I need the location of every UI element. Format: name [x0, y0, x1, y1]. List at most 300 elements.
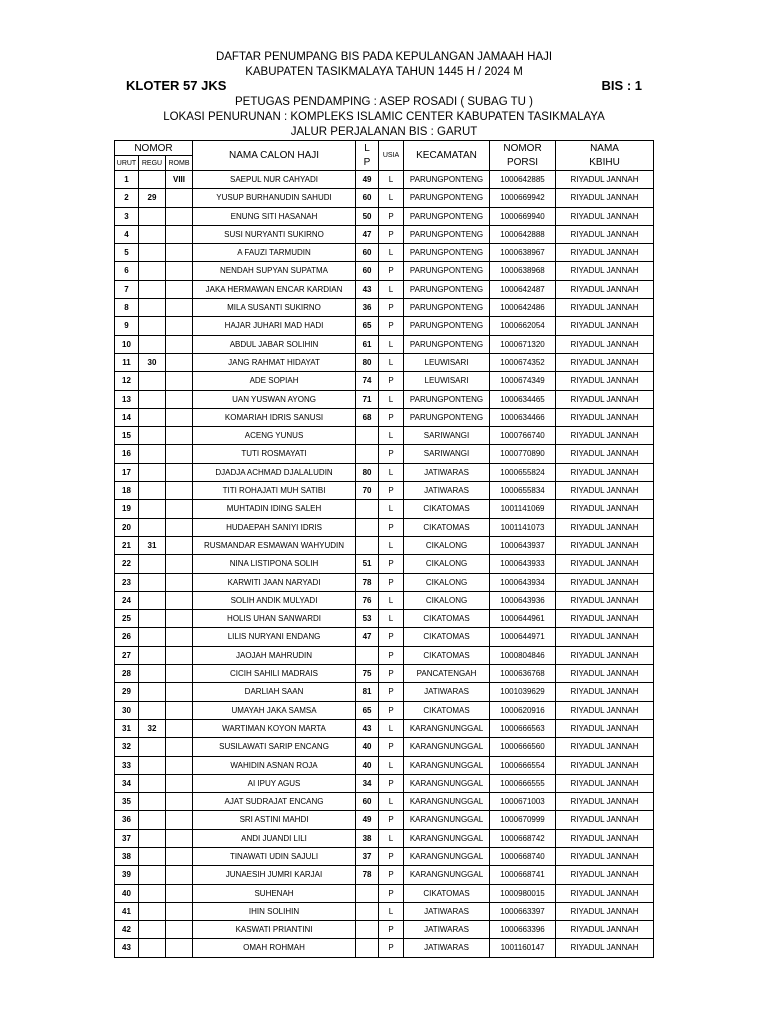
cell-porsi: 1000643937: [490, 536, 556, 554]
cell-lp: P: [379, 628, 404, 646]
cell-urut: 14: [115, 408, 139, 426]
table-row: [115, 719, 654, 737]
cell-urut: 32: [115, 738, 139, 756]
cell-lp: P: [379, 866, 404, 884]
cell-porsi: 1000643936: [490, 591, 556, 609]
cell-lp: P: [379, 555, 404, 573]
cell-regu: [139, 902, 166, 920]
cell-romb: [166, 738, 193, 756]
cell-regu: [139, 884, 166, 902]
table-row: [115, 610, 654, 628]
cell-usia: [356, 500, 379, 518]
cell-usia: 60: [356, 244, 379, 262]
cell-urut: 24: [115, 591, 139, 609]
cell-lp: L: [379, 463, 404, 481]
cell-kbihu: RIYADUL JANNAH: [556, 866, 654, 884]
cell-porsi: 1001141069: [490, 500, 556, 518]
cell-urut: 37: [115, 829, 139, 847]
cell-kecamatan: LEUWISARI: [404, 353, 490, 371]
cell-romb: [166, 518, 193, 536]
cell-kbihu: RIYADUL JANNAH: [556, 756, 654, 774]
cell-regu: [139, 225, 166, 243]
cell-kecamatan: PARUNGPONTENG: [404, 207, 490, 225]
cell-nama: HAJAR JUHARI MAD HADI: [193, 317, 356, 335]
cell-kbihu: RIYADUL JANNAH: [556, 683, 654, 701]
cell-kecamatan: PARUNGPONTENG: [404, 225, 490, 243]
cell-usia: 76: [356, 591, 379, 609]
cell-urut: 26: [115, 628, 139, 646]
cell-regu: [139, 482, 166, 500]
cell-romb: [166, 189, 193, 207]
cell-kbihu: RIYADUL JANNAH: [556, 555, 654, 573]
cell-regu: [139, 317, 166, 335]
cell-kbihu: RIYADUL JANNAH: [556, 738, 654, 756]
cell-usia: 71: [356, 390, 379, 408]
table-row: [115, 847, 654, 865]
cell-usia: 36: [356, 299, 379, 317]
cell-usia: [356, 518, 379, 536]
cell-urut: 27: [115, 646, 139, 664]
cell-usia: 49: [356, 171, 379, 189]
table-row: [115, 225, 654, 243]
cell-kbihu: RIYADUL JANNAH: [556, 353, 654, 371]
cell-regu: [139, 262, 166, 280]
cell-usia: 80: [356, 463, 379, 481]
cell-kecamatan: KARANGNUNGGAL: [404, 829, 490, 847]
cell-porsi: 1001160147: [490, 939, 556, 957]
cell-kecamatan: PARUNGPONTENG: [404, 317, 490, 335]
table-row: [115, 591, 654, 609]
header-lp-l: L: [356, 141, 379, 156]
cell-usia: 47: [356, 628, 379, 646]
cell-kbihu: RIYADUL JANNAH: [556, 536, 654, 554]
cell-porsi: 1000669942: [490, 189, 556, 207]
cell-usia: 49: [356, 811, 379, 829]
cell-lp: P: [379, 939, 404, 957]
cell-kecamatan: KARANGNUNGGAL: [404, 866, 490, 884]
cell-porsi: 1000766740: [490, 427, 556, 445]
cell-romb: [166, 317, 193, 335]
cell-regu: [139, 390, 166, 408]
cell-regu: [139, 610, 166, 628]
cell-kecamatan: PARUNGPONTENG: [404, 189, 490, 207]
table-row: [115, 445, 654, 463]
cell-porsi: 1000662054: [490, 317, 556, 335]
cell-romb: [166, 244, 193, 262]
cell-usia: 74: [356, 372, 379, 390]
cell-porsi: 1000655824: [490, 463, 556, 481]
cell-nama: JAKA HERMAWAN ENCAR KARDIAN: [193, 280, 356, 298]
cell-urut: 39: [115, 866, 139, 884]
header-regu: REGU: [139, 156, 166, 171]
cell-urut: 22: [115, 555, 139, 573]
cell-nama: DJADJA ACHMAD DJALALUDIN: [193, 463, 356, 481]
table-row: [115, 811, 654, 829]
cell-romb: [166, 555, 193, 573]
table-row: [115, 500, 654, 518]
cell-kecamatan: KARANGNUNGGAL: [404, 793, 490, 811]
cell-regu: [139, 372, 166, 390]
cell-porsi: 1000642885: [490, 171, 556, 189]
cell-usia: [356, 921, 379, 939]
cell-lp: L: [379, 719, 404, 737]
cell-urut: 30: [115, 701, 139, 719]
cell-urut: 2: [115, 189, 139, 207]
cell-kecamatan: SARIWANGI: [404, 445, 490, 463]
cell-usia: 78: [356, 573, 379, 591]
cell-porsi: 1000643933: [490, 555, 556, 573]
cell-romb: [166, 573, 193, 591]
cell-usia: 81: [356, 683, 379, 701]
cell-lp: P: [379, 573, 404, 591]
cell-lp: L: [379, 591, 404, 609]
cell-urut: 18: [115, 482, 139, 500]
cell-urut: 25: [115, 610, 139, 628]
cell-porsi: 1000642486: [490, 299, 556, 317]
cell-romb: VIII: [166, 171, 193, 189]
cell-kecamatan: CIKATOMAS: [404, 646, 490, 664]
cell-porsi: 1000620916: [490, 701, 556, 719]
cell-porsi: 1000671320: [490, 335, 556, 353]
cell-usia: 75: [356, 665, 379, 683]
cell-porsi: 1000666560: [490, 738, 556, 756]
cell-nama: UAN YUSWAN AYONG: [193, 390, 356, 408]
table-row: [115, 573, 654, 591]
table-row: [115, 536, 654, 554]
cell-regu: [139, 774, 166, 792]
cell-romb: [166, 353, 193, 371]
cell-regu: 29: [139, 189, 166, 207]
cell-kecamatan: KARANGNUNGGAL: [404, 847, 490, 865]
cell-romb: [166, 756, 193, 774]
cell-kbihu: RIYADUL JANNAH: [556, 847, 654, 865]
cell-urut: 38: [115, 847, 139, 865]
table-row: [115, 482, 654, 500]
cell-lp: L: [379, 793, 404, 811]
header-lp-p: P: [356, 156, 379, 171]
cell-romb: [166, 683, 193, 701]
cell-kbihu: RIYADUL JANNAH: [556, 774, 654, 792]
cell-kbihu: RIYADUL JANNAH: [556, 372, 654, 390]
table-row: [115, 408, 654, 426]
cell-nama: KARWITI JAAN NARYADI: [193, 573, 356, 591]
cell-usia: 65: [356, 317, 379, 335]
table-row: [115, 555, 654, 573]
cell-romb: [166, 408, 193, 426]
cell-romb: [166, 445, 193, 463]
header-kbihu-2: KBIHU: [556, 156, 654, 171]
cell-kecamatan: PARUNGPONTENG: [404, 335, 490, 353]
cell-porsi: 1001039629: [490, 683, 556, 701]
cell-kbihu: RIYADUL JANNAH: [556, 280, 654, 298]
cell-romb: [166, 536, 193, 554]
cell-usia: 50: [356, 207, 379, 225]
cell-urut: 3: [115, 207, 139, 225]
cell-nama: ANDI JUANDI LILI: [193, 829, 356, 847]
table-row: [115, 518, 654, 536]
cell-romb: [166, 701, 193, 719]
cell-regu: [139, 646, 166, 664]
cell-kecamatan: PARUNGPONTENG: [404, 408, 490, 426]
cell-usia: 80: [356, 353, 379, 371]
cell-usia: 37: [356, 847, 379, 865]
cell-usia: 40: [356, 738, 379, 756]
cell-usia: 43: [356, 280, 379, 298]
cell-porsi: 1000663397: [490, 902, 556, 920]
cell-porsi: 1000666563: [490, 719, 556, 737]
cell-urut: 23: [115, 573, 139, 591]
cell-nama: HOLIS UHAN SANWARDI: [193, 610, 356, 628]
table-row: [115, 280, 654, 298]
cell-lp: L: [379, 171, 404, 189]
cell-urut: 29: [115, 683, 139, 701]
cell-lp: L: [379, 610, 404, 628]
cell-urut: 17: [115, 463, 139, 481]
cell-porsi: 1000638968: [490, 262, 556, 280]
cell-kbihu: RIYADUL JANNAH: [556, 902, 654, 920]
table-row: [115, 902, 654, 920]
cell-nama: TITI ROHAJATI MUH SATIBI: [193, 482, 356, 500]
cell-usia: [356, 939, 379, 957]
cell-urut: 41: [115, 902, 139, 920]
cell-urut: 13: [115, 390, 139, 408]
cell-nama: MUHTADIN IDING SALEH: [193, 500, 356, 518]
cell-urut: 9: [115, 317, 139, 335]
cell-kbihu: RIYADUL JANNAH: [556, 719, 654, 737]
cell-romb: [166, 829, 193, 847]
cell-kecamatan: LEUWISARI: [404, 372, 490, 390]
table-row: [115, 390, 654, 408]
cell-usia: 60: [356, 793, 379, 811]
cell-kecamatan: SARIWANGI: [404, 427, 490, 445]
cell-porsi: 1000668742: [490, 829, 556, 847]
cell-porsi: 1000770890: [490, 445, 556, 463]
cell-regu: [139, 665, 166, 683]
cell-urut: 31: [115, 719, 139, 737]
table-row: [115, 866, 654, 884]
cell-romb: [166, 500, 193, 518]
cell-kbihu: RIYADUL JANNAH: [556, 939, 654, 957]
cell-regu: [139, 427, 166, 445]
table-row: [115, 774, 654, 792]
cell-kbihu: RIYADUL JANNAH: [556, 628, 654, 646]
cell-nama: KASWATI PRIANTINI: [193, 921, 356, 939]
cell-porsi: 1000674349: [490, 372, 556, 390]
cell-romb: [166, 628, 193, 646]
table-row: [115, 372, 654, 390]
cell-regu: [139, 280, 166, 298]
table-row: [115, 683, 654, 701]
cell-nama: LILIS NURYANI ENDANG: [193, 628, 356, 646]
cell-regu: 31: [139, 536, 166, 554]
cell-porsi: 1000663396: [490, 921, 556, 939]
cell-kecamatan: PANCATENGAH: [404, 665, 490, 683]
cell-romb: [166, 372, 193, 390]
cell-lp: P: [379, 921, 404, 939]
cell-kecamatan: JATIWARAS: [404, 683, 490, 701]
cell-nama: UMAYAH JAKA SAMSA: [193, 701, 356, 719]
cell-kbihu: RIYADUL JANNAH: [556, 408, 654, 426]
cell-usia: 65: [356, 701, 379, 719]
cell-nama: SOLIH ANDIK MULYADI: [193, 591, 356, 609]
cell-romb: [166, 902, 193, 920]
cell-urut: 11: [115, 353, 139, 371]
table-row: [115, 665, 654, 683]
cell-usia: 68: [356, 408, 379, 426]
cell-lp: L: [379, 189, 404, 207]
cell-lp: P: [379, 774, 404, 792]
cell-kecamatan: PARUNGPONTENG: [404, 280, 490, 298]
table-row: [115, 884, 654, 902]
cell-urut: 1: [115, 171, 139, 189]
cell-romb: [166, 463, 193, 481]
cell-nama: CICIH SAHILI MADRAIS: [193, 665, 356, 683]
cell-kecamatan: JATIWARAS: [404, 463, 490, 481]
cell-kbihu: RIYADUL JANNAH: [556, 317, 654, 335]
cell-porsi: 1000674352: [490, 353, 556, 371]
cell-usia: [356, 427, 379, 445]
cell-lp: L: [379, 390, 404, 408]
cell-lp: L: [379, 902, 404, 920]
cell-kecamatan: CIKATOMAS: [404, 628, 490, 646]
cell-kbihu: RIYADUL JANNAH: [556, 482, 654, 500]
cell-kbihu: RIYADUL JANNAH: [556, 244, 654, 262]
cell-nama: SRI ASTINI MAHDI: [193, 811, 356, 829]
cell-regu: [139, 683, 166, 701]
cell-urut: 16: [115, 445, 139, 463]
cell-regu: [139, 701, 166, 719]
cell-kbihu: RIYADUL JANNAH: [556, 225, 654, 243]
passenger-table: [114, 140, 654, 958]
cell-kbihu: RIYADUL JANNAH: [556, 811, 654, 829]
cell-lp: P: [379, 317, 404, 335]
cell-urut: 33: [115, 756, 139, 774]
cell-regu: [139, 463, 166, 481]
cell-porsi: 1000644971: [490, 628, 556, 646]
cell-regu: [139, 847, 166, 865]
cell-kecamatan: KARANGNUNGGAL: [404, 811, 490, 829]
cell-nama: IHIN SOLIHIN: [193, 902, 356, 920]
cell-nama: KOMARIAH IDRIS SANUSI: [193, 408, 356, 426]
bis-label: BIS : 1: [601, 78, 642, 93]
cell-lp: P: [379, 445, 404, 463]
jalur-line: JALUR PERJALANAN BIS : GARUT: [290, 126, 478, 138]
cell-porsi: 1000655834: [490, 482, 556, 500]
cell-regu: [139, 939, 166, 957]
cell-lp: P: [379, 482, 404, 500]
cell-regu: [139, 335, 166, 353]
table-row: [115, 628, 654, 646]
cell-porsi: 1000636768: [490, 665, 556, 683]
cell-kecamatan: CIKALONG: [404, 573, 490, 591]
cell-nama: NINA LISTIPONA SOLIH: [193, 555, 356, 573]
cell-regu: [139, 207, 166, 225]
cell-urut: 36: [115, 811, 139, 829]
cell-kbihu: RIYADUL JANNAH: [556, 829, 654, 847]
cell-regu: [139, 921, 166, 939]
cell-lp: P: [379, 847, 404, 865]
cell-urut: 20: [115, 518, 139, 536]
cell-nama: YUSUP BURHANUDIN SAHUDI: [193, 189, 356, 207]
table-row: [115, 171, 654, 189]
cell-nama: ABDUL JABAR SOLIHIN: [193, 335, 356, 353]
cell-kecamatan: KARANGNUNGGAL: [404, 738, 490, 756]
cell-lp: P: [379, 262, 404, 280]
cell-kbihu: RIYADUL JANNAH: [556, 646, 654, 664]
cell-usia: [356, 902, 379, 920]
cell-regu: [139, 829, 166, 847]
cell-usia: 40: [356, 756, 379, 774]
cell-urut: 4: [115, 225, 139, 243]
cell-nama: WARTIMAN KOYON MARTA: [193, 719, 356, 737]
cell-urut: 42: [115, 921, 139, 939]
cell-nama: HUDAEPAH SANIYI IDRIS: [193, 518, 356, 536]
cell-kecamatan: PARUNGPONTENG: [404, 171, 490, 189]
cell-romb: [166, 793, 193, 811]
cell-nama: TINAWATI UDIN SAJULI: [193, 847, 356, 865]
cell-usia: 60: [356, 262, 379, 280]
cell-nama: OMAH ROHMAH: [193, 939, 356, 957]
cell-regu: [139, 591, 166, 609]
cell-urut: 34: [115, 774, 139, 792]
cell-porsi: 1000642888: [490, 225, 556, 243]
cell-romb: [166, 811, 193, 829]
cell-usia: [356, 536, 379, 554]
cell-kbihu: RIYADUL JANNAH: [556, 518, 654, 536]
cell-kbihu: RIYADUL JANNAH: [556, 610, 654, 628]
cell-lp: L: [379, 829, 404, 847]
cell-porsi: 1000644961: [490, 610, 556, 628]
cell-nama: JAOJAH MAHRUDIN: [193, 646, 356, 664]
cell-usia: 60: [356, 189, 379, 207]
header-porsi-2: PORSI: [490, 156, 556, 171]
cell-nama: NENDAH SUPYAN SUPATMA: [193, 262, 356, 280]
cell-kecamatan: KARANGNUNGGAL: [404, 719, 490, 737]
cell-romb: [166, 262, 193, 280]
cell-nama: ENUNG SITI HASANAH: [193, 207, 356, 225]
cell-kecamatan: JATIWARAS: [404, 482, 490, 500]
cell-lp: P: [379, 884, 404, 902]
cell-nama: SAEPUL NUR CAHYADI: [193, 171, 356, 189]
cell-lp: P: [379, 299, 404, 317]
cell-porsi: 1000670999: [490, 811, 556, 829]
table-row: [115, 427, 654, 445]
cell-romb: [166, 427, 193, 445]
cell-romb: [166, 207, 193, 225]
cell-kbihu: RIYADUL JANNAH: [556, 793, 654, 811]
cell-nama: AI IPUY AGUS: [193, 774, 356, 792]
cell-regu: 32: [139, 719, 166, 737]
cell-usia: 61: [356, 335, 379, 353]
cell-romb: [166, 847, 193, 865]
cell-nama: ADE SOPIAH: [193, 372, 356, 390]
cell-romb: [166, 646, 193, 664]
cell-regu: [139, 500, 166, 518]
cell-kecamatan: CIKATOMAS: [404, 500, 490, 518]
cell-nama: AJAT SUDRAJAT ENCANG: [193, 793, 356, 811]
cell-romb: [166, 665, 193, 683]
cell-regu: [139, 171, 166, 189]
cell-kecamatan: CIKATOMAS: [404, 610, 490, 628]
cell-kecamatan: CIKATOMAS: [404, 518, 490, 536]
cell-nama: SUHENAH: [193, 884, 356, 902]
cell-regu: [139, 299, 166, 317]
cell-kecamatan: PARUNGPONTENG: [404, 262, 490, 280]
cell-usia: 70: [356, 482, 379, 500]
cell-romb: [166, 390, 193, 408]
cell-usia: [356, 445, 379, 463]
cell-urut: 8: [115, 299, 139, 317]
